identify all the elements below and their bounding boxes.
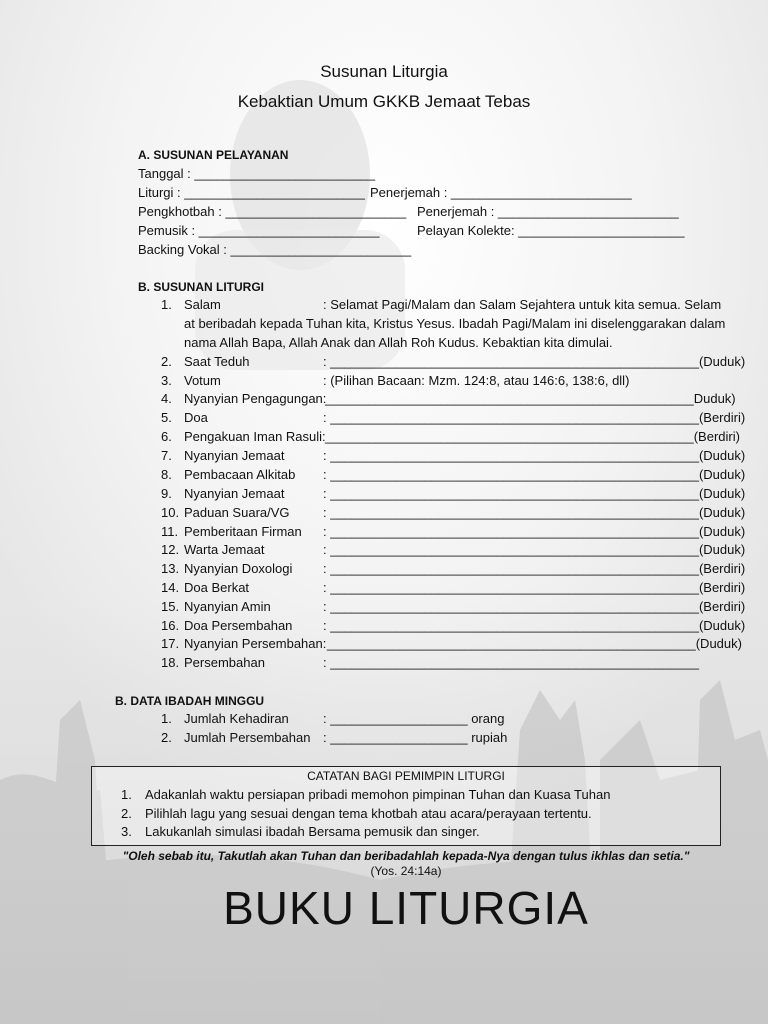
liturgy-item-value: : ___________________________________________________(Berdiri) [323, 580, 746, 595]
data-item-name: Jumlah Persembahan [184, 730, 311, 745]
liturgy-item-name: Nyanyian Doxologi [184, 561, 293, 576]
liturgy-item-name: Nyanyian Persembahan: [184, 636, 327, 651]
liturgy-item-number: 8. [161, 467, 172, 482]
liturgy-item-name: Saat Teduh [184, 354, 250, 369]
document-title: Susunan Liturgia [320, 62, 448, 81]
liturgy-item-number: 13. [161, 561, 180, 576]
liturgy-item-number: 1. [161, 297, 172, 312]
liturgy-item-name: Paduan Suara/VG [184, 505, 290, 520]
liturgy-item-number: 18. [161, 655, 180, 670]
note-text: Adakanlah waktu persiapan pribadi memohon pimpinan Tuhan dan Kuasa Tuhan [145, 787, 611, 802]
liturgy-item-value: : ___________________________________________________(Duduk) [323, 505, 746, 520]
liturgy-item-name: Pemberitaan Firman [184, 524, 302, 539]
field-liturgi: Liturgi : _________________________ [138, 185, 365, 200]
liturgy-item-value: : ___________________________________________________(Duduk) [323, 486, 746, 501]
liturgy-item-name: Doa [184, 410, 208, 425]
liturgy-item-value: : ___________________________________________________(Duduk) [323, 354, 746, 369]
field-pemusik: Pemusik : _________________________ [138, 223, 380, 238]
document-subtitle: Kebaktian Umum GKKB Jemaat Tebas [237, 92, 531, 111]
data-item-name: Jumlah Kehadiran [184, 711, 289, 726]
liturgy-item-value: ___________________________________________________(Berdiri) [325, 429, 740, 444]
section-data-heading: B. DATA IBADAH MINGGU [115, 694, 265, 708]
field-pengkhotbah: Pengkhotbah : _________________________ [138, 204, 407, 219]
liturgy-item-name: Salam [184, 297, 221, 312]
banner-title: BUKU LITURGIA [223, 882, 589, 934]
liturgy-item-name: Pengakuan Iman Rasuli: [184, 429, 326, 444]
note-number: 1. [121, 787, 132, 802]
liturgy-item-number: 7. [161, 448, 172, 463]
liturgy-item-name: Doa Persembahan [184, 618, 293, 633]
liturgy-item-number: 12. [161, 542, 180, 557]
liturgy-item-value: : ___________________________________________________(Duduk) [323, 618, 746, 633]
liturgy-item-name: Nyanyian Jemaat [184, 486, 285, 501]
note-text: Lakukanlah simulasi ibadah Bersama pemusik dan singer. [145, 824, 480, 839]
liturgy-item-number: 2. [161, 354, 172, 369]
liturgy-item-number: 11. [161, 524, 179, 539]
data-item-value: : ___________________ rupiah [323, 730, 508, 745]
liturgy-item-name: Votum [184, 373, 221, 388]
liturgy-item-name: Warta Jemaat [184, 542, 265, 557]
liturgy-item-number: 9. [161, 486, 172, 501]
data-item-value: : ___________________ orang [323, 711, 505, 726]
liturgy-item-number: 17. [161, 636, 180, 651]
liturgy-item-number: 15. [161, 599, 180, 614]
liturgy-item-number: 16. [161, 618, 180, 633]
liturgy-item-value: : (Pilihan Bacaan: Mzm. 124:8, atau 146:6, 138:6, dll) [323, 373, 630, 388]
field-pelayan-kolekte: Pelayan Kolekte: _______________________ [417, 223, 685, 238]
liturgy-item-number: 14. [161, 580, 180, 595]
field-penerjemah-2: Penerjemah : _________________________ [417, 204, 679, 219]
liturgy-item-value: : Selamat Pagi/Malam dan Salam Sejahtera untuk kita semua. Selam [323, 297, 722, 312]
liturgy-item-value: : ___________________________________________________(Duduk) [323, 524, 746, 539]
data-item-number: 1. [161, 711, 172, 726]
liturgy-item-name: Doa Berkat [184, 580, 250, 595]
note-text: Pilihlah lagu yang sesuai dengan tema khotbah atau acara/perayaan tertentu. [145, 806, 592, 821]
liturgy-item-name: Persembahan [184, 655, 265, 670]
note-number: 2. [121, 806, 132, 821]
liturgy-item-value: : ___________________________________________________(Berdiri) [323, 410, 746, 425]
data-item-number: 2. [161, 730, 172, 745]
liturgy-item-value: : ___________________________________________________(Duduk) [323, 448, 746, 463]
liturgy-item-name: Nyanyian Pengagungan: [184, 391, 327, 406]
liturgy-item-value: : ___________________________________________________(Duduk) [323, 467, 746, 482]
liturgy-item-continuation: at beribadah kepada Tuhan kita, Kristus Yesus. Ibadah Pagi/Malam ini diselenggarakan dalam [184, 316, 726, 331]
liturgy-item-number: 3. [161, 373, 172, 388]
liturgy-item-name: Pembacaan Alkitab [184, 467, 296, 482]
liturgy-item-number: 5. [161, 410, 172, 425]
liturgy-item-name: Nyanyian Amin [184, 599, 271, 614]
field-penerjemah-1: Penerjemah : _________________________ [370, 185, 632, 200]
liturgy-item-number: 4. [161, 391, 172, 406]
liturgy-item-continuation: nama Allah Bapa, Allah Anak dan Allah Roh Kudus. Kebaktian kita dimulai. [184, 335, 613, 350]
liturgy-item-value: : ___________________________________________________ [323, 655, 699, 670]
liturgy-item-value: : ___________________________________________________(Berdiri) [323, 599, 746, 614]
field-backing-vokal: Backing Vokal : _________________________ [138, 242, 412, 257]
liturgy-item-value: ___________________________________________________Duduk) [325, 391, 736, 406]
liturgy-item-number: 6. [161, 429, 172, 444]
bible-quote: "Oleh sebab itu, Takutlah akan Tuhan dan beribadahlah kepada-Nya dengan tulus ikhlas dan setia." [122, 849, 690, 863]
section-a-heading: A. SUSUNAN PELAYANAN [138, 148, 289, 162]
liturgy-item-value: ___________________________________________________(Duduk) [327, 636, 742, 651]
section-b-heading: B. SUSUNAN LITURGI [138, 280, 264, 294]
liturgy-item-name: Nyanyian Jemaat [184, 448, 285, 463]
note-number: 3. [121, 824, 132, 839]
liturgy-item-number: 10. [161, 505, 180, 520]
bible-reference: (Yos. 24:14a) [370, 864, 442, 878]
field-tanggal: Tanggal : _________________________ [138, 166, 376, 181]
notes-heading: CATATAN BAGI PEMIMPIN LITURGI [307, 769, 505, 783]
liturgy-item-value: : ___________________________________________________(Berdiri) [323, 561, 746, 576]
liturgy-item-value: : ___________________________________________________(Duduk) [323, 542, 746, 557]
